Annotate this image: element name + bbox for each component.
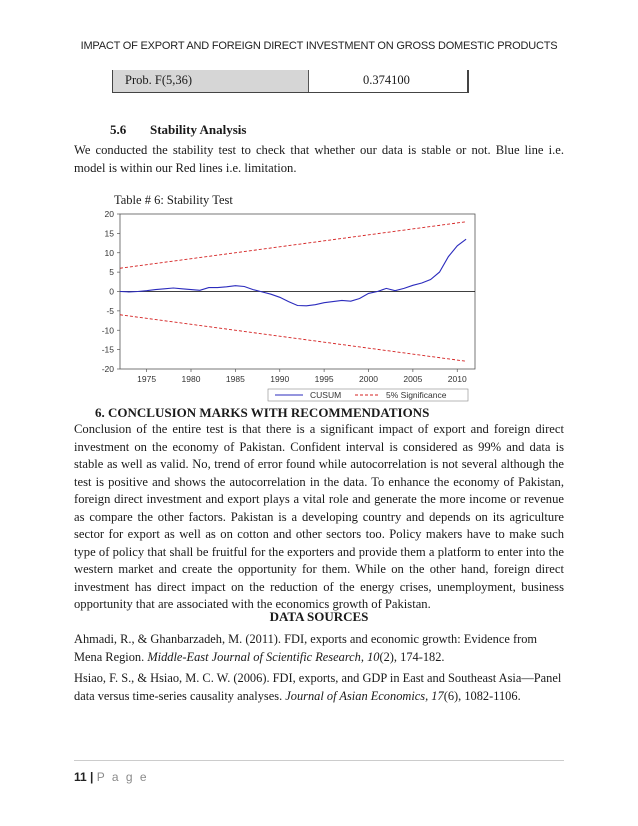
y-axis — [102, 209, 120, 374]
x-tick-label: 2005 — [403, 374, 423, 384]
x-tick-label: 1980 — [181, 374, 201, 384]
running-header: IMPACT OF EXPORT AND FOREIGN DIRECT INVESTMENT ON GROSS DOMESTIC PRODUCTS — [80, 40, 558, 52]
cusum-line — [120, 239, 466, 306]
conclusion-paragraph: Conclusion of the entire test is that there is a significant impact of export and foreign direct investment on the economy of Pakistan. Confident interval is considered as 99% and data is stable as well as valid. No, trend of error found while autocorrelation is not several although the test is positive and shows the autocorrelation in the data. To enhance the economy of Pakistan, foreign direct investment and export plays a vital role and generate the more income or revenue as compare the other factors. Pakistan is a developing country and depends on its agriculture sector for export as well as on cotton and other sectors too. Policy makers have to make such type of policy that shall be fruitful for the exporters and provide them a platform to enter into the western market and create the opportunity for them. While on the other hand, foreign direct investment has direct impact on the reduction of the energy crises, unemployment, business opportunity that are associated with the economics growth of Pakistan. — [74, 422, 564, 611]
x-tick-label: 1985 — [225, 374, 245, 384]
prob-value: 0.374100 — [363, 73, 410, 87]
ref2-authors: Hsiao, F. S., & Hsiao, M. C. W. (2006). FDI, exports, and GDP in East and Southeast Asia—Panel data versus time-series causality analyses. — [74, 671, 562, 703]
reference-1 — [74, 631, 564, 666]
legend — [268, 389, 468, 401]
y-tick-label: -10 — [101, 325, 114, 336]
y-tick-label: 15 — [104, 228, 114, 239]
ref2-volume: , 17 — [425, 688, 444, 703]
y-tick-label: -5 — [106, 305, 114, 316]
prob-label-cell — [113, 70, 309, 92]
x-tick-label: 2000 — [359, 374, 378, 384]
footer-rule — [74, 760, 564, 761]
page-footer — [74, 770, 149, 784]
x-tick-label: 1975 — [137, 374, 157, 384]
ref1-journal: Middle-East Journal of Scientific Research — [147, 649, 361, 664]
x-tick-label: 1990 — [270, 374, 290, 384]
ref2-pages: (6), 1082-1106. — [443, 688, 521, 703]
ref1-pages: (2), 174-182. — [379, 649, 445, 664]
ref2-journal: Journal of Asian Economics — [285, 688, 426, 703]
section-6-heading: 6. CONCLUSION MARKS WITH RECOMMENDATIONS — [95, 405, 430, 420]
section-number: 5.6 — [110, 122, 127, 137]
x-axis — [137, 369, 467, 384]
page-separator: | — [90, 770, 94, 784]
stability-paragraph: We conducted the stability test to check that whether our data is stable or not. Blue line i.e. model is within our Red lines i.e. limitation. — [74, 143, 564, 175]
page-number: 11 — [74, 770, 87, 784]
legend-significance-label: 5% Significance — [386, 390, 447, 400]
y-tick-label: 20 — [104, 209, 114, 219]
legend-cusum-label: CUSUM — [310, 390, 342, 400]
page-label: P a g e — [96, 770, 149, 784]
prob-label: Prob. F(5,36) — [125, 73, 193, 87]
x-tick-label: 1995 — [314, 374, 334, 384]
ref1-authors: Ahmadi, R., & Ghanbarzadeh, M. (2011). FDI, exports and economic growth: Evidence from Mena Region. — [74, 632, 538, 664]
y-tick-label: -15 — [101, 344, 114, 355]
prob-table-row — [112, 70, 469, 93]
upper-significance-line — [120, 222, 466, 269]
reference-2 — [74, 670, 564, 705]
section-title: Stability Analysis — [150, 122, 247, 137]
y-tick-label: -20 — [101, 364, 114, 374]
section-5-6-heading — [110, 122, 246, 138]
data-sources-heading: DATA SOURCES — [269, 609, 369, 624]
ref1-volume: , 10 — [360, 649, 380, 664]
cusum-chart — [80, 205, 480, 405]
y-tick-label: 10 — [104, 247, 114, 258]
table-caption: Table # 6: Stability Test — [114, 193, 233, 207]
y-tick-label: 5 — [109, 267, 114, 278]
y-tick-label: 0 — [109, 286, 114, 297]
lower-significance-line — [120, 315, 466, 362]
x-tick-label: 2010 — [447, 374, 467, 384]
